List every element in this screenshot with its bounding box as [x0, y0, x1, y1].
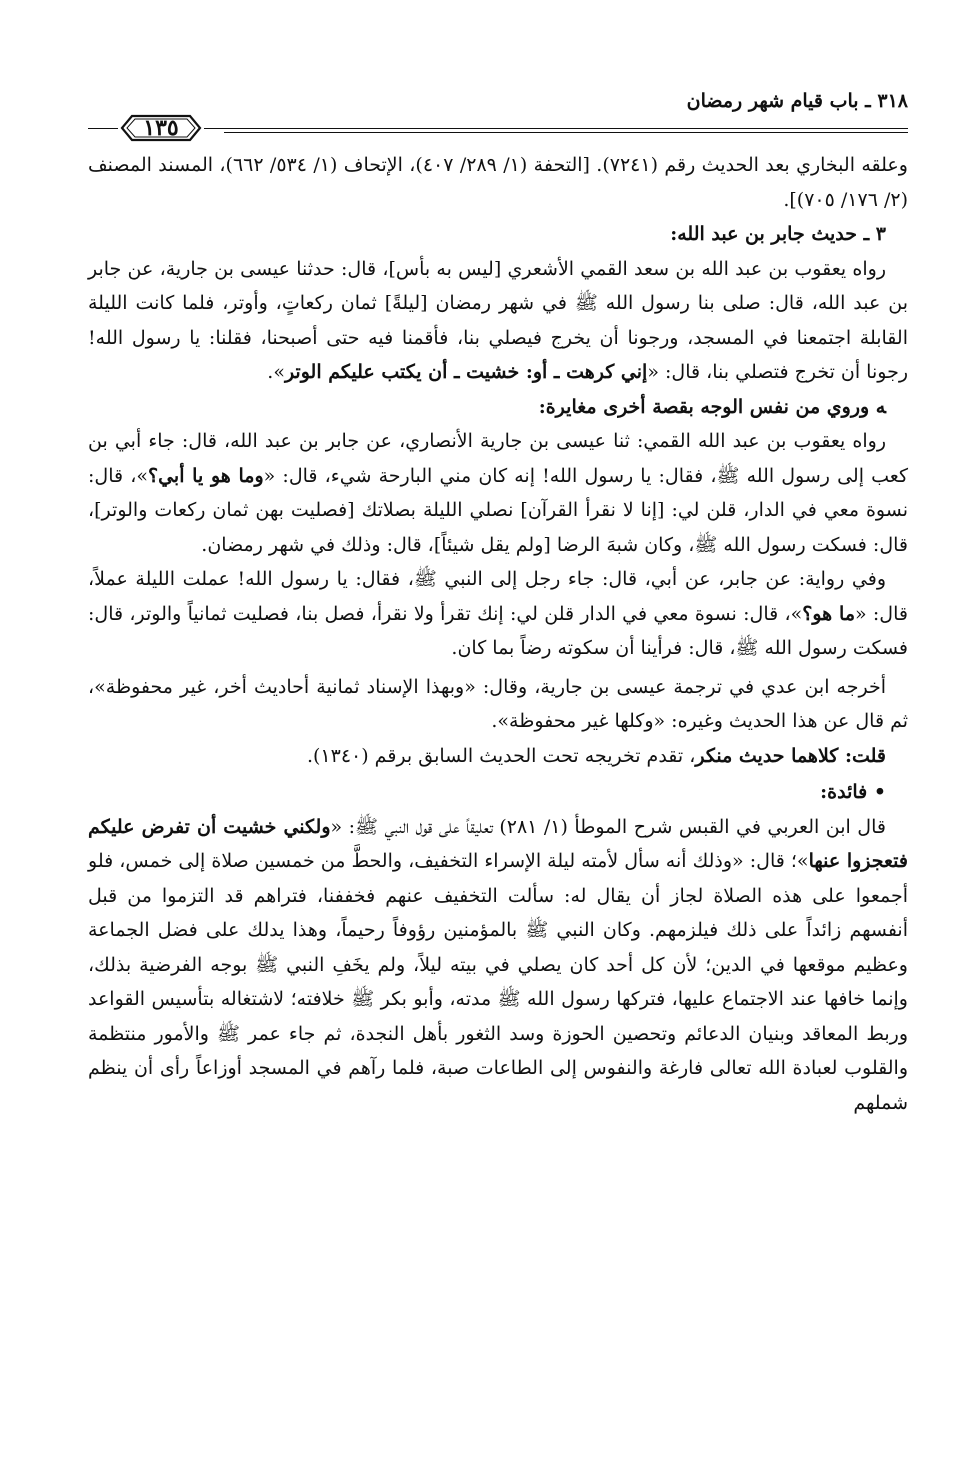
paragraph-benefit: [88, 810, 908, 1121]
quoted-hadith: ما هو؟: [802, 602, 855, 625]
section-heading-other-story: ﻪ وروي من نفس الوجه بقصة أخرى مغايرة:: [538, 395, 886, 418]
paragraph-text: رواه يعقوب بن عبد الله بن سعد القمي الأشعري [ليس به بأس]، قال: حدثنا عيسى بن جارية، عن جابر بن عبد الله، قال: صلى بنا رسول الله ﷺ في شهر رمضان [ليلةً] ثمان ركعاتٍ، وأوتر، فلما كانت الليلة القابلة اجتمعنا في المسجد، ورجونا أن يخرج فيصلي بنا، فأقمنا فيه حتى أصبحنا، فقلنا: يا رسول الله! رجونا أن تخرج فتصلي بنا، قال: «: [88, 257, 908, 383]
paragraph-text: وفي رواية: عن جابر، عن أبي، قال: جاء رجل إلى النبي ﷺ، فقال: يا رسول الله! عملت الليلة عملاً، قال: «: [88, 568, 908, 625]
paragraph-narration-3: [88, 562, 908, 666]
paragraph-narration: [88, 252, 908, 390]
paragraph-text: رواه يعقوب بن عبد الله القمي: ثنا عيسى بن جارية الأنصاري، عن جابر بن عبد الله، قال: جاء أبي بن كعب إلى رسول الله ﷺ، فقال: يا رسول الله! إنه كان مني البارحة شيء، قال: «: [88, 430, 909, 487]
paragraph-narration-2: [88, 424, 908, 562]
ruling-label: قلت: كلاهما حديث منكر: [695, 744, 886, 767]
quoted-hadith: ولكني خشيت أن تفرض عليكم فتعجزوا عنها: [88, 815, 909, 872]
paragraph-citation: [88, 148, 908, 217]
paragraph-text: ، تقدم تخريجه تحت الحديث السابق برقم (١٣٤٠).: [306, 744, 696, 767]
quoted-hadith: وما هو يا أبي؟: [147, 464, 264, 487]
running-head: ٣١٨ ـ باب قيام شهر رمضان: [686, 90, 908, 112]
paragraph-takhrij: أخرجه ابن عدي في ترجمة عيسى بن جارية، وقال: «وبهذا الإسناد ثمانية أحاديث أخر، غير محفوظة»، ثم قال عن هذا الحديث وغيره: «وكلها غير محفوظة».: [88, 675, 908, 732]
paragraph-text: ».: [267, 361, 285, 383]
header-rule-inner: [224, 132, 908, 133]
book-page: [88, 88, 908, 1120]
section-heading-benefit: • فائدة:: [820, 781, 886, 803]
header-dash: [88, 128, 114, 129]
paragraph-text: قال ابن العربي في القبس شرح الموطأ (١/ ٢٨١) تعليقاً على قول النبي ﷺ: «: [330, 815, 886, 838]
paragraph-text: »، قال: نسوة معي في الدار، قلن لي: [إنا لا نقرأ القرآن] نصلي الليلة بصلاتك [فصليت بهن ثمان ركعات والوتر]، قال: فسكت رسول الله ﷺ، وكان شبهَ الرضا [ولم يقل شيئاً]، قال: وذلك في شهر رمضان.: [88, 464, 908, 556]
paragraph-text: وعلقه البخاري بعد الحديث رقم (٧٢٤١). [التحفة (١/ ٢٨٩/ ٤٠٧)، الإتحاف (١/ ٥٣٤/ ٦٦٢)، المسند المصنف (٢/ ١٧٦/ ٧٠٥)].: [88, 154, 908, 211]
quoted-hadith: إني كرهت ـ أو: خشيت ـ أن يكتب عليكم الوتر: [284, 361, 648, 383]
paragraph-ruling: [88, 739, 908, 774]
page-body: [88, 148, 908, 1120]
header-rule: [88, 128, 908, 129]
paragraph-text: »؛ قال: «وذلك أنه سأل لأمته ليلة الإسراء التخفيف، والحطَّ من خمسين صلاة إلى خمس، فلو أجمعوا على هذه الصلاة لجاز أن يقال له: سألت التخفيف عنهم فخففنا، فتراهم قد التزموا من قبل أنفسهم زائداً على ذلك فيلزمهم. وكان النبي ﷺ بالمؤمنين رؤوفاً رحيماً، وهذا يدلك على فضل الجماعة وعظيم موقعها في الدين؛ لأن كل أحد كان يصلي في بيته ليلاً، ولم يخَفِ النبي ﷺ بوجه الفرضية بذلك، وإنما خافها عند الاجتماع عليها، فتركها رسول الله ﷺ مدته، وأبو بكر ﷺ خلافته؛ لاشتغاله بتأسيس القواعد وربط المعاقد وبنيان الدعائم وتحصين الحوزة وسد الثغور بأهل النجدة، ثم جاء عمر ﷺ والأمور منتظمة والقلوب لعبادة الله تعالى فارغة والنفوس إلى الطاعات صبة، فلما رآهم في المسجد أوزاعاً رأى أن ينظم شملهم: [88, 850, 908, 1114]
page-header: [88, 88, 908, 140]
page-number-badge: [118, 110, 204, 146]
paragraph-text: »، قال: نسوة معي في الدار قلن لي: إنك تقرأ ولا نقرأ، فصل بنا، فصليت ثمانياً والوتر، قال: فسكت رسول الله ﷺ، قال: فرأينا أن سكوته رضاً بما كان.: [88, 602, 908, 659]
section-heading-jabir: ٣ ـ حديث جابر بن عبد الله:: [670, 223, 886, 245]
page-number: ١٣٥: [143, 115, 179, 141]
